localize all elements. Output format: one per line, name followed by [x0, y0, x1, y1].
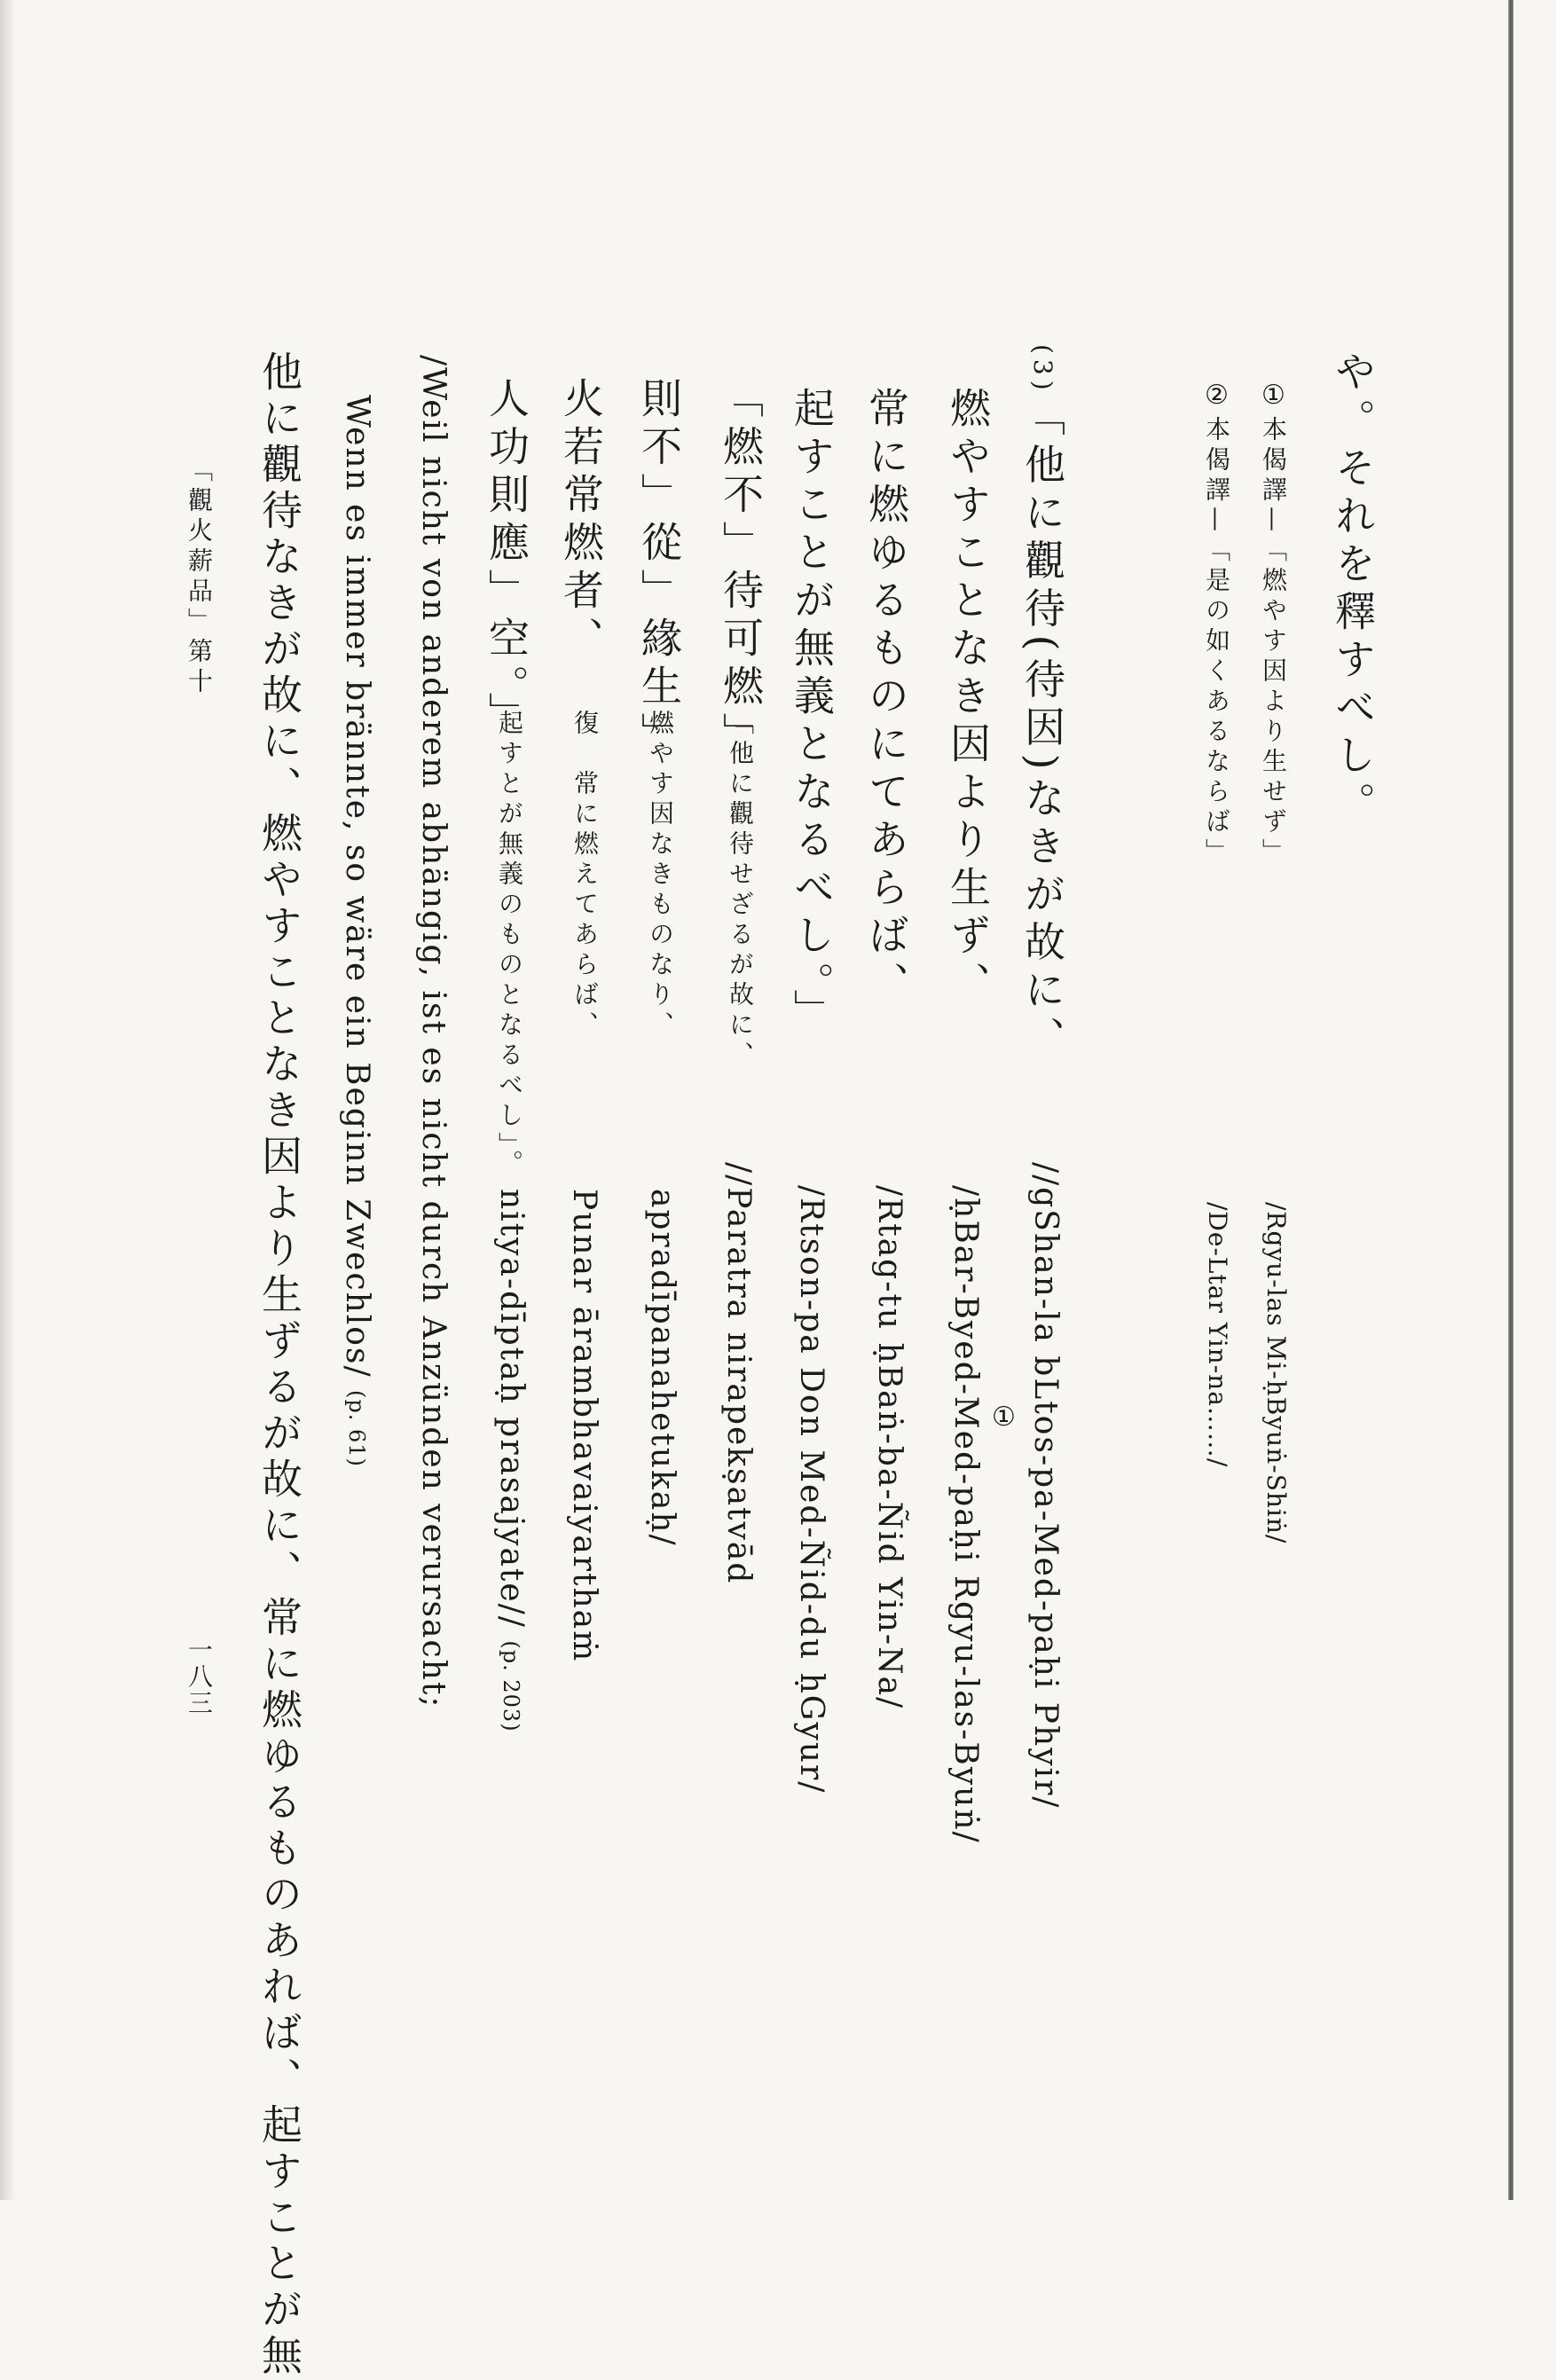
footnote-1-tibetan: /Rgyu-las Mi-ḥByuṅ-Shiṅ/ — [1261, 1202, 1291, 1544]
footnote-2-tibetan: /De-Ltar Yin-na……/ — [1203, 1202, 1232, 1468]
german-line-2: Wenn es immer brännte, so wäre ein Beginn Zwechlos/ (p. 61) — [339, 395, 375, 1467]
scan-shadow-left — [0, 0, 16, 2200]
chinese-line-2: 則不」從」緣生」 — [635, 377, 683, 760]
chinese-line-4: 人功則應」空。」 — [483, 377, 530, 740]
carryover-line: や。それを釋すべし。 — [1329, 350, 1377, 829]
verse-line-4: 起すことが無義となるべし。」 — [788, 387, 836, 1037]
german-page-ref: (p. 61) — [344, 1390, 369, 1467]
chinese-line-1: 「燃不」待可燃」 — [717, 377, 765, 760]
scan-edge-right — [1508, 0, 1513, 2200]
tibetan-line-4: /Rtson-pa Don Med-Ñid-du ḥGyur/ — [793, 1185, 829, 1795]
sanskrit-line-1: //Paratra nirapekṣatvād — [720, 1162, 757, 1585]
tibetan-line-2: /ḥBar-Byed-Med-paḥi Rgyu-las-Byuṅ/ — [947, 1185, 984, 1844]
footnote-1-text: 本偈譯—「燃やす因より生せず」 — [1259, 416, 1288, 868]
sanskrit-page-ref: (p. 203) — [499, 1640, 523, 1732]
commentary-line: 他に觀待なきが故に、燃やすことなき因より生ずるが故に、常に燃ゆるものあれば、起すことが無 — [255, 350, 303, 2380]
tibetan-line-3: /Rtag-tu ḥBaṅ-ba-Ñid Yin-Na/ — [871, 1185, 908, 1710]
german-line-1: /Weil nicht von anderem abhängig, ist es nicht durch Anzünden verursacht; — [415, 355, 452, 1709]
tibetan-line-1: //gShan-la bLtos-pa-Med-paḥi Phyir/ — [1027, 1162, 1064, 1810]
footnote-1-mark: ① — [1258, 380, 1289, 416]
chinese-line-1-gloss: 「他に觀待せざるが故に、 — [726, 710, 755, 1072]
footnote-2 — [1203, 380, 1230, 868]
verse-line-1: (3)「他に觀待(待因)なきが故に、 — [1018, 344, 1066, 1064]
verse-line-3: 常に燃ゆるものにてあらば、 — [862, 387, 910, 1009]
chinese-line-2-gloss: 燃やす因なきものなり、 — [646, 710, 675, 1041]
sanskrit-line-2: apradīpanahetukaḥ/ — [644, 1189, 680, 1547]
chinese-line-3-gloss: 復 常に燃えてあらば、 — [570, 710, 600, 1041]
chinese-line-3: 火若常燃者、 — [557, 377, 605, 664]
footnote-2-mark: ② — [1201, 380, 1232, 416]
running-footer-chapter: 「觀火薪品」第十 — [185, 457, 214, 698]
tibetan-line-2-mark: ① — [988, 1402, 1019, 1433]
chinese-line-4-gloss: 起すとが無義のものとなるべし」。 — [495, 710, 524, 1180]
sanskrit-line-3: Punar ārambhavaiyarthaṁ — [566, 1189, 602, 1663]
footnote-1 — [1258, 380, 1289, 868]
sanskrit-line-4: nitya-dīptaḥ prasajyate// (p. 203) — [493, 1189, 530, 1732]
page-number: 一八三 — [185, 1637, 214, 1716]
verse-number: (3) — [1028, 344, 1057, 396]
verse-line-2: 燃やすことなき因より生ず、 — [944, 387, 992, 1009]
footnote-2-text: 本偈譯—「是の如くあるならば」 — [1202, 416, 1231, 868]
